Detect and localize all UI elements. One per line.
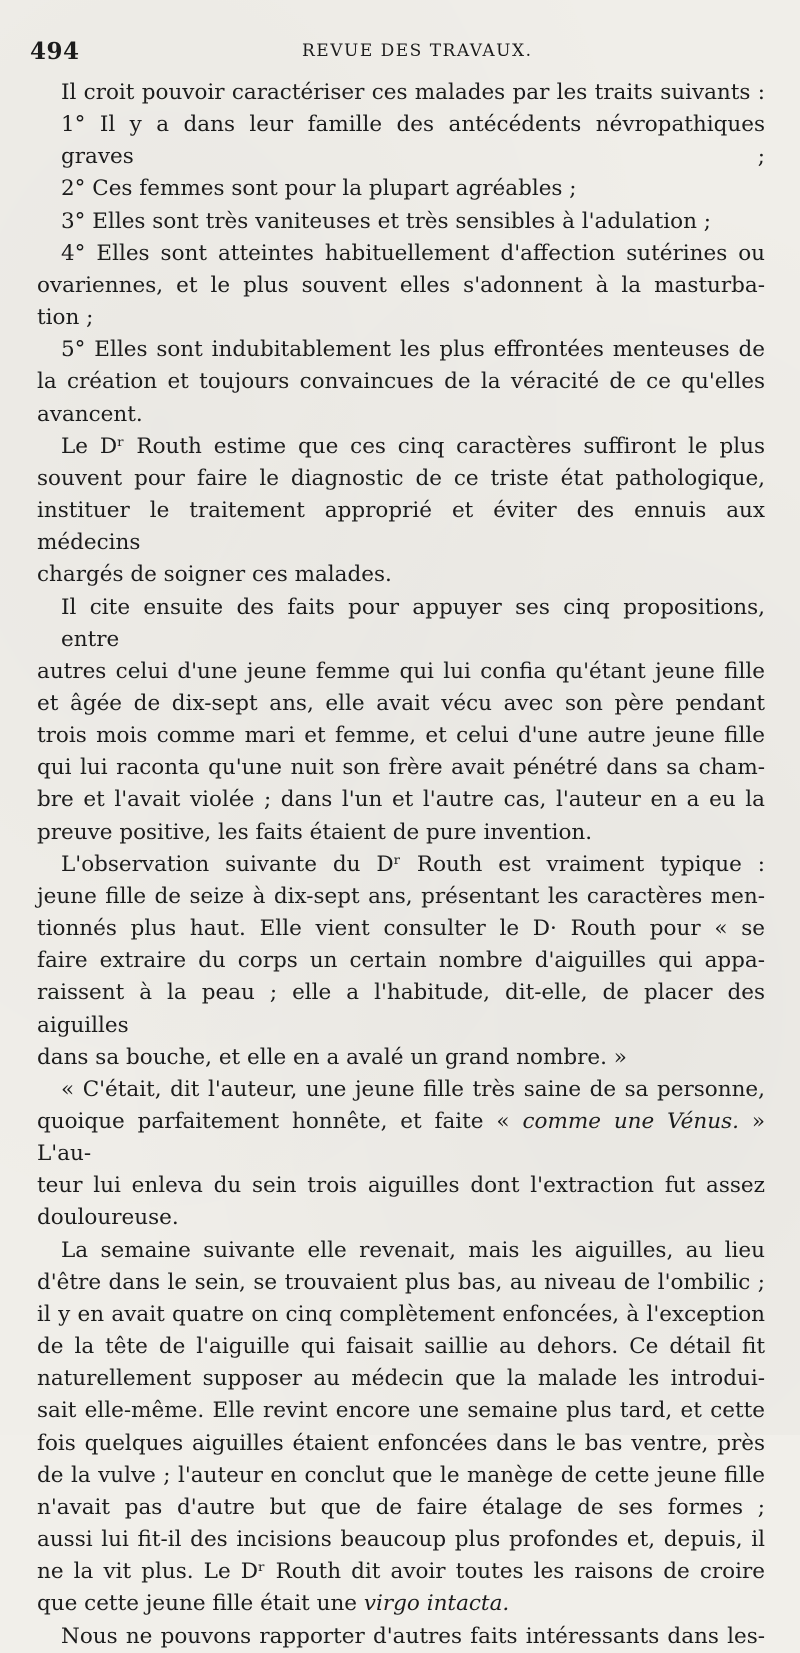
text-line: Nous ne pouvons rapporter d'autres faits intéressants dans les-: [61, 1623, 765, 1649]
text-line: « C'était, dit l'auteur, une jeune fille très saine de sa personne,: [61, 1076, 765, 1102]
text-line: ne la vit plus. Le Dʳ Routh dit avoir toutes les raisons de croire: [37, 1559, 765, 1585]
text-line: trois mois comme mari et femme, et celui d'une autre jeune fille: [37, 723, 765, 749]
running-title: REVUE DES TRAVAUX.: [302, 41, 533, 61]
text-line: il y en avait quatre on cinq complètement enfoncées, à l'exception: [37, 1301, 765, 1327]
text-line: Il croit pouvoir caractériser ces malades par les traits suivants :: [61, 80, 765, 105]
text-line: et âgée de dix-sept ans, elle avait vécu avec son père pendant: [37, 690, 765, 716]
text-line: tion ;: [37, 305, 94, 331]
body-text: [37, 77, 765, 1653]
text-line: Il cite ensuite des faits pour appuyer ses cinq propositions, entre: [61, 594, 765, 652]
text-line: teur lui enleva du sein trois aiguilles dont l'extraction fut assez: [37, 1173, 765, 1199]
text-line: 3° Elles sont très vaniteuses et très sensibles à l'adulation ;: [61, 208, 712, 234]
text-line: que cette jeune fille était une virgo intacta.: [37, 1591, 510, 1617]
text-line: d'être dans le sein, se trouvaient plus bas, au niveau de l'ombilic ;: [37, 1269, 765, 1295]
text-line: preuve positive, les faits étaient de pure invention.: [37, 819, 593, 845]
text-line: tionnés plus haut. Elle vient consulter le D· Routh pour « se: [37, 916, 765, 942]
text-line: n'avait pas d'autre but que de faire étalage de ses formes ;: [37, 1494, 765, 1520]
text-line: naturellement supposer au médecin que la malade les introdui-: [37, 1366, 765, 1392]
text-line: de la tête de l'aiguille qui faisait saillie au dehors. Ce détail fit: [37, 1334, 765, 1360]
text-line: aussi lui fit-il des incisions beaucoup plus profondes et, depuis, il: [37, 1527, 765, 1553]
text-line: qui lui raconta qu'une nuit son frère avait pénétré dans sa cham-: [37, 755, 765, 781]
text-line: 4° Elles sont atteintes habituellement d'affection sutérines ou: [61, 240, 765, 266]
text-line: 5° Elles sont indubitablement les plus effrontées menteuses de: [61, 337, 765, 363]
text-line: dans sa bouche, et elle en a avalé un grand nombre. »: [37, 1044, 627, 1070]
text-line: chargés de soigner ces malades.: [37, 562, 392, 588]
text-line: 1° Il y a dans leur famille des antécédents névropathiques graves ;: [61, 112, 765, 170]
text-line: douloureuse.: [37, 1205, 179, 1231]
text-line: bre et l'avait violée ; dans l'un et l'autre cas, l'auteur en a eu la: [37, 787, 765, 813]
text-line: autres celui d'une jeune femme qui lui confia qu'étant jeune fille: [37, 658, 765, 684]
text-line: raissent à la peau ; elle a l'habitude, dit-elle, de placer des aiguilles: [37, 980, 765, 1038]
text-line: la création et toujours convaincues de la véracité de ce qu'elles: [37, 369, 765, 395]
italic-phrase: virgo intacta.: [363, 1591, 510, 1617]
text-line: souvent pour faire le diagnostic de ce triste état pathologique,: [37, 465, 765, 491]
page-header: [30, 38, 770, 68]
text-line: L'observation suivante du Dʳ Routh est vraiment typique :: [61, 851, 765, 877]
text-line: fois quelques aiguilles étaient enfoncées dans le bas ventre, près: [37, 1430, 765, 1456]
text-line: quoique parfaitement honnête, et faite « comme une Vénus. » L'au-: [37, 1109, 765, 1167]
text-line: de la vulve ; l'auteur en conclut que le manège de cette jeune fille: [37, 1462, 765, 1488]
italic-phrase: comme une Vénus.: [522, 1109, 739, 1134]
text-line: 2° Ces femmes sont pour la plupart agréables ;: [61, 176, 577, 202]
text-line: avancent.: [37, 401, 143, 427]
text-line: Le Dʳ Routh estime que ces cinq caractères suffiront le plus: [61, 433, 765, 459]
text-line: sait elle-même. Elle revint encore une semaine plus tard, et cette: [37, 1398, 765, 1424]
text-line: jeune fille de seize à dix-sept ans, présentant les caractères men-: [37, 883, 765, 909]
text-line: instituer le traitement approprié et éviter des ennuis aux médecins: [37, 498, 765, 556]
page-number: 494: [30, 38, 80, 65]
text-line: faire extraire du corps un certain nombre d'aiguilles qui appa-: [37, 948, 765, 974]
text-line: La semaine suivante elle revenait, mais les aiguilles, au lieu: [61, 1237, 765, 1263]
text-line: ovariennes, et le plus souvent elles s'adonnent à la masturba-: [37, 272, 765, 298]
